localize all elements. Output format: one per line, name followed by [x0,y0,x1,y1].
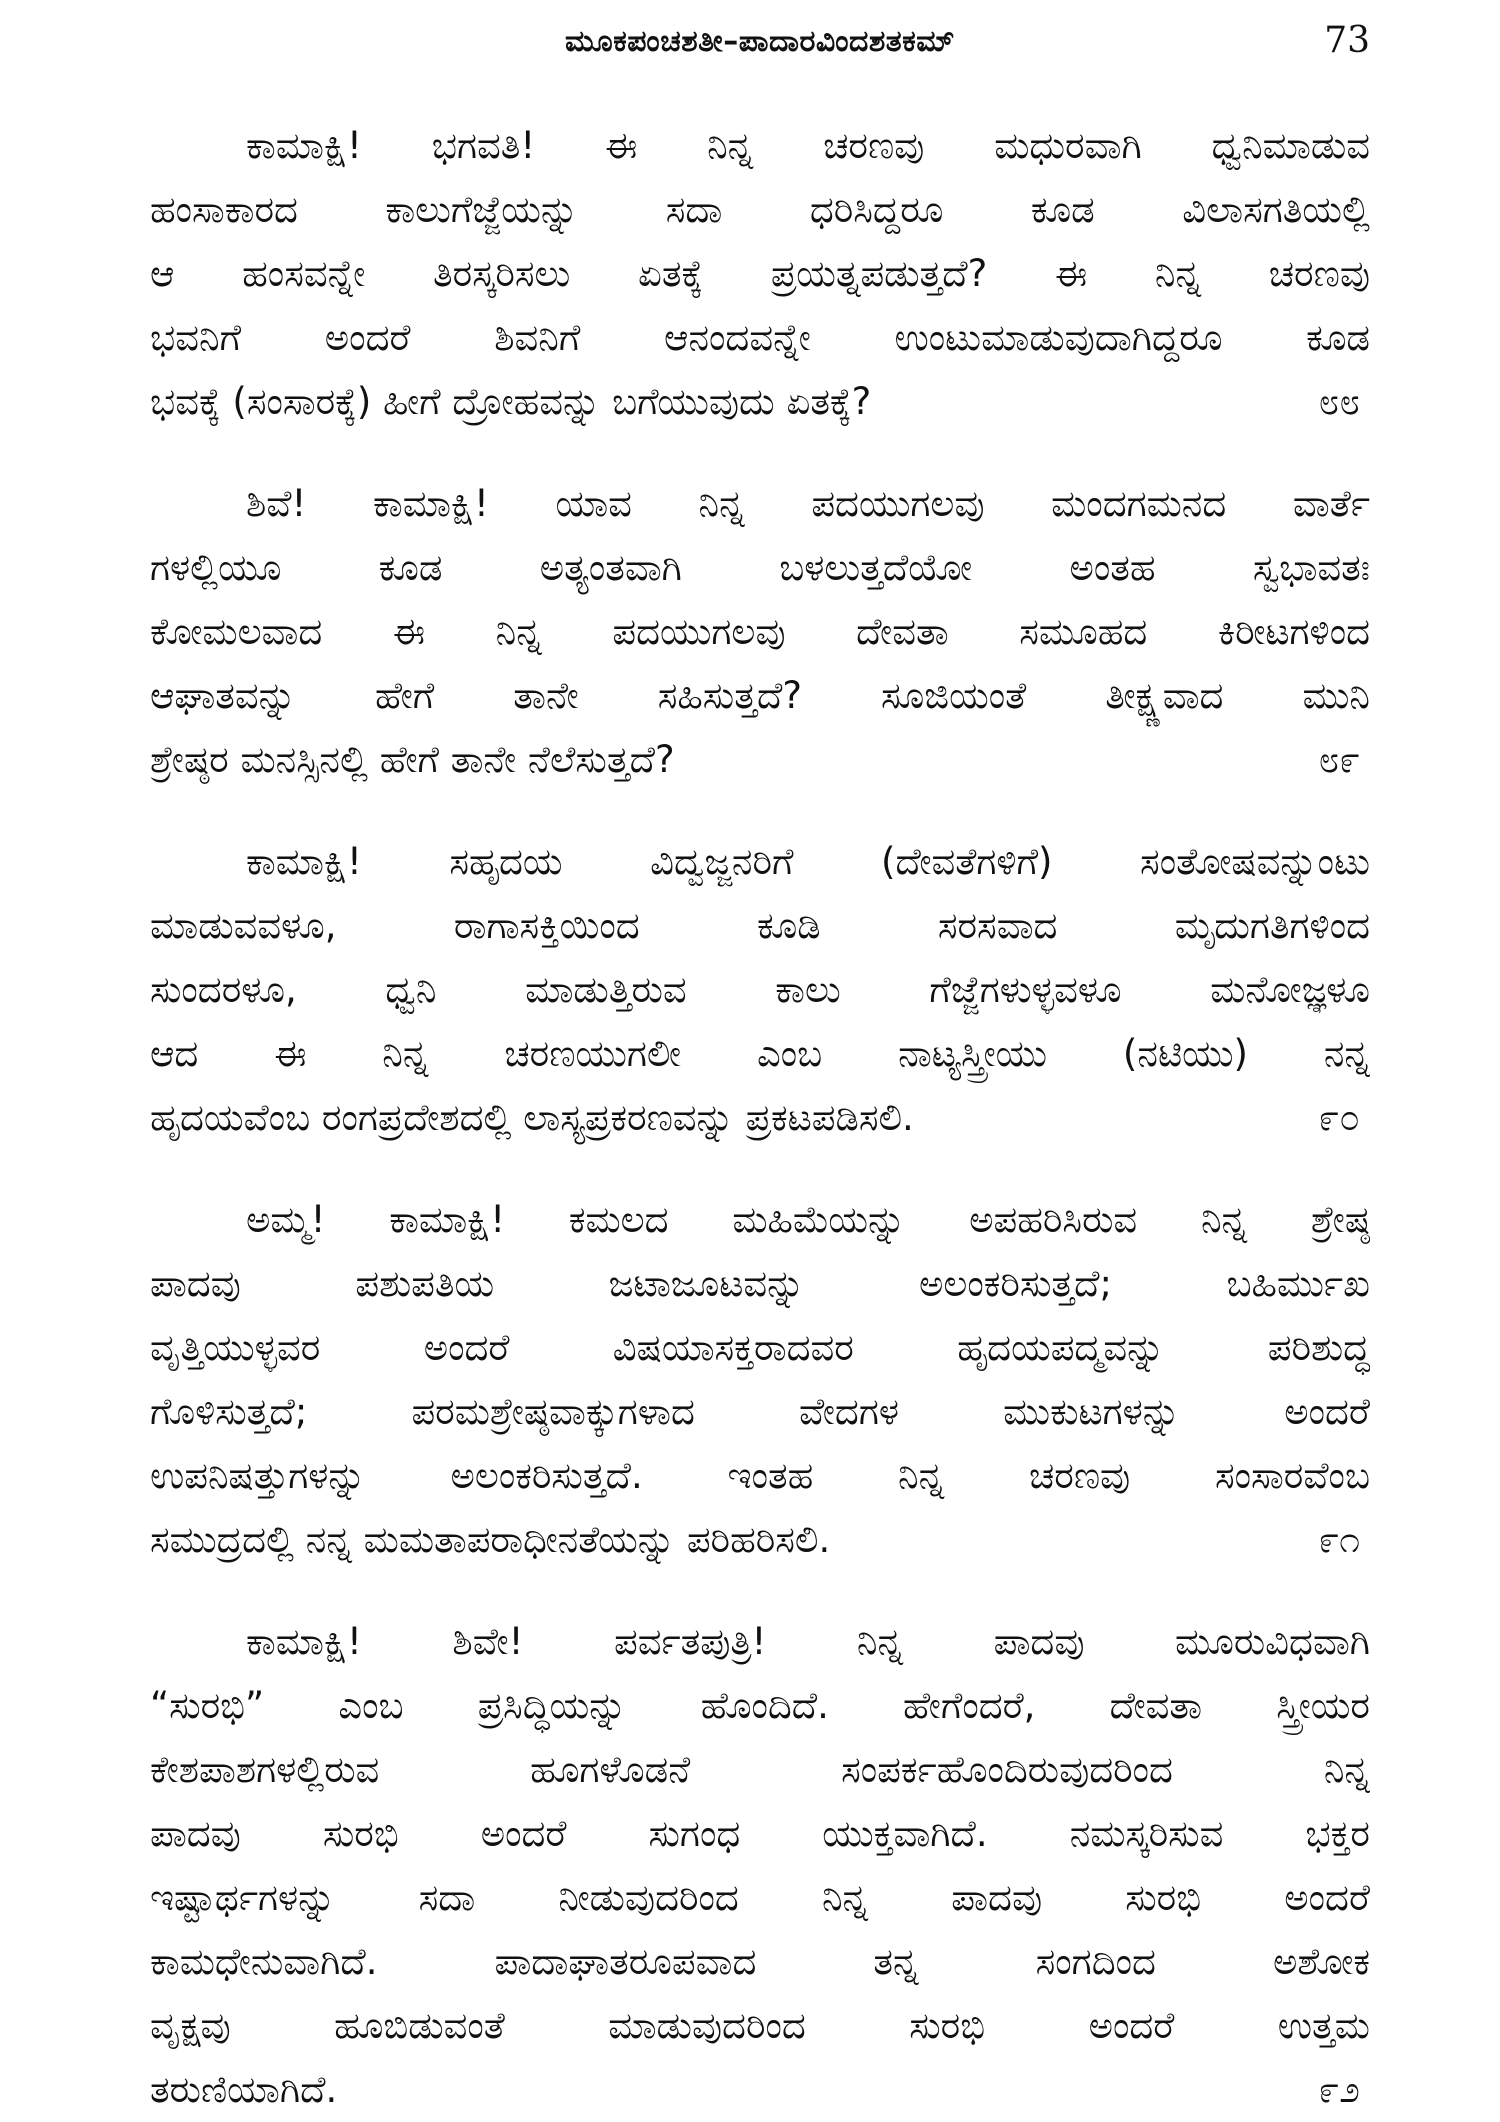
verse-last-line [150,2058,1370,2122]
verse-line: ಭವಕ್ಕೆ (ಸಂಸಾರಕ್ಕೆ) ಹೀಗೆ ದ್ರೋಹವನ್ನು ಬಗೆಯುವುದು ಏತಕ್ಕೆ? [150,380,872,423]
verse-line: ಉಪನಿಷತ್ತುಗಳನ್ನು ಅಲಂಕರಿಸುತ್ತದೆ. ಇಂತಹ ನಿನ್ನ ಚರಣವು ಸಂಸಾರವೆಂಬ [150,1454,1370,1497]
verse-89 [150,472,1370,792]
verse-line: ವೃಕ್ಷವು ಹೂಬಿಡುವಂತೆ ಮಾಡುವುದರಿಂದ ಸುರಭಿ ಅಂದರೆ ಉತ್ತಮ [150,2004,1370,2047]
verse-91 [150,1188,1370,1572]
verse-line: ಭವನಿಗೆ ಅಂದರೆ ಶಿವನಿಗೆ ಆನಂದವನ್ನೇ ಉಂಟುಮಾಡುವುದಾಗಿದ್ದರೂ ಕೂಡ [150,316,1370,359]
running-title: ಮೂಕಪಂಚಶತೀ–ಪಾದಾರವಿಂದಶತಕಮ್ [565,24,955,59]
verse-line: ಶ್ರೇಷ್ಠರ ಮನಸ್ಸಿನಲ್ಲಿ ಹೇಗೆ ತಾನೇ ನೆಲೆಸುತ್ತದೆ? [150,738,675,781]
verse-88 [150,114,1370,434]
verse-line: ಕೋಮಲವಾದ ಈ ನಿನ್ನ ಪದಯುಗಲವು ದೇವತಾ ಸಮೂಹದ ಕಿರೀಟಗಳಿಂದ [150,610,1370,653]
verse-line: ಕಾಮಾಕ್ಷಿ! ಶಿವೇ! ಪರ್ವತಪುತ್ರಿ! ನಿನ್ನ ಪಾದವು ಮೂರುವಿಧವಾಗಿ [246,1620,1370,1663]
verse-line: ಕಾಮಾಕ್ಷಿ! ಸಹೃದಯ ವಿದ್ವಜ್ಜನರಿಗೆ (ದೇವತೆಗಳಿಗೆ) ಸಂತೋಷವನ್ನುಂಟು [246,840,1370,883]
book-page [150,14,1370,2122]
verse-line: ಕೇಶಪಾಶಗಳಲ್ಲಿರುವ ಹೂಗಳೊಡನೆ ಸಂಪರ್ಕಹೊಂದಿರುವುದರಿಂದ ನಿನ್ನ [150,1748,1370,1791]
verse-line: ವೃತ್ತಿಯುಳ್ಳವರ ಅಂದರೆ ವಿಷಯಾಸಕ್ತರಾದವರ ಹೃದಯಪದ್ಮವನ್ನು ಪರಿಶುದ್ಧ [150,1326,1370,1369]
verse-number: ೯೨ [1318,2068,1360,2111]
verse-line: ಕಾಮಧೇನುವಾಗಿದೆ. ಪಾದಾಘಾತರೂಪವಾದ ತನ್ನ ಸಂಗದಿಂದ ಅಶೋಕ [150,1940,1370,1983]
verse-number: ೯೧ [1318,1518,1360,1561]
verse-line: ಸುಂದರಳೂ, ಧ್ವನಿ ಮಾಡುತ್ತಿರುವ ಕಾಲು ಗೆಜ್ಜೆಗಳುಳ್ಳವಳೂ ಮನೋಜ್ಞಳೂ [150,968,1370,1011]
verse-line: ಕಾಮಾಕ್ಷಿ! ಭಗವತಿ! ಈ ನಿನ್ನ ಚರಣವು ಮಧುರವಾಗಿ ಧ್ವನಿಮಾಡುವ [246,124,1370,167]
verse-last-line [150,370,1370,434]
verse-number: ೮೯ [1318,738,1360,781]
verse-line: ಗೊಳಿಸುತ್ತದೆ; ಪರಮಶ್ರೇಷ್ಠವಾಕ್ಕುಗಳಾದ ವೇದಗಳ ಮುಕುಟಗಳನ್ನು ಅಂದರೆ [150,1390,1370,1433]
verse-line: ಗಳಲ್ಲಿಯೂ ಕೂಡ ಅತ್ಯಂತವಾಗಿ ಬಳಲುತ್ತದೆಯೋ ಅಂತಹ ಸ್ವಭಾವತಃ [150,546,1370,589]
verse-line: ತರುಣಿಯಾಗಿದೆ. [150,2068,338,2111]
verse-line: ಶಿವೆ! ಕಾಮಾಕ್ಷಿ! ಯಾವ ನಿನ್ನ ಪದಯುಗಲವು ಮಂದಗಮನದ ವಾರ್ತೆ [246,482,1370,525]
verse-line: ಆ ಹಂಸವನ್ನೇ ತಿರಸ್ಕರಿಸಲು ಏತಕ್ಕೆ ಪ್ರಯತ್ನಪಡುತ್ತದೆ? ಈ ನಿನ್ನ ಚರಣವು [150,252,1370,295]
verse-line: ಆಘಾತವನ್ನು ಹೇಗೆ ತಾನೇ ಸಹಿಸುತ್ತದೆ? ಸೂಜಿಯಂತೆ ತೀಕ್ಷ್ಣವಾದ ಮುನಿ [150,674,1370,717]
verse-line: ಮಾಡುವವಳೂ, ರಾಗಾಸಕ್ತಿಯಿಂದ ಕೂಡಿ ಸರಸವಾದ ಮೃದುಗತಿಗಳಿಂದ [150,904,1370,947]
verse-number: ೯೦ [1318,1096,1360,1139]
page-header [150,14,1370,76]
verse-line: ಹಂಸಾಕಾರದ ಕಾಲುಗೆಜ್ಜೆಯನ್ನು ಸದಾ ಧರಿಸಿದ್ದರೂ ಕೂಡ ವಿಲಾಸಗತಿಯಲ್ಲಿ [150,188,1370,231]
page-number: 73 [1324,20,1370,61]
verse-last-line [150,1508,1370,1572]
verse-line: ಸಮುದ್ರದಲ್ಲಿ ನನ್ನ ಮಮತಾಪರಾಧೀನತೆಯನ್ನು ಪರಿಹರಿಸಲಿ. [150,1518,831,1561]
verse-90 [150,830,1370,1150]
verse-line: ಇಷ್ಟಾರ್ಥಗಳನ್ನು ಸದಾ ನೀಡುವುದರಿಂದ ನಿನ್ನ ಪಾದವು ಸುರಭಿ ಅಂದರೆ [150,1876,1370,1919]
verse-last-line [150,728,1370,792]
verse-line: “ಸುರಭಿ” ಎಂಬ ಪ್ರಸಿದ್ಧಿಯನ್ನು ಹೊಂದಿದೆ. ಹೇಗೆಂದರೆ, ದೇವತಾ ಸ್ತ್ರೀಯರ [150,1684,1370,1727]
verse-92 [150,1610,1370,2122]
verse-line: ಪಾದವು ಪಶುಪತಿಯ ಜಟಾಜೂಟವನ್ನು ಅಲಂಕರಿಸುತ್ತದೆ; ಬಹಿರ್ಮುಖ [150,1262,1370,1305]
verse-number: ೮೮ [1318,380,1360,423]
verse-last-line [150,1086,1370,1150]
verse-line: ಪಾದವು ಸುರಭಿ ಅಂದರೆ ಸುಗಂಧ ಯುಕ್ತವಾಗಿದೆ. ನಮಸ್ಕರಿಸುವ ಭಕ್ತರ [150,1812,1370,1855]
verse-line: ಅಮ್ಮ! ಕಾಮಾಕ್ಷಿ! ಕಮಲದ ಮಹಿಮೆಯನ್ನು ಅಪಹರಿಸಿರುವ ನಿನ್ನ ಶ್ರೇಷ್ಠ [246,1198,1370,1241]
verse-line: ಹೃದಯವೆಂಬ ರಂಗಪ್ರದೇಶದಲ್ಲಿ ಲಾಸ್ಯಪ್ರಕರಣವನ್ನು ಪ್ರಕಟಪಡಿಸಲಿ. [150,1096,914,1139]
verse-line: ಆದ ಈ ನಿನ್ನ ಚರಣಯುಗಲೀ ಎಂಬ ನಾಟ್ಯಸ್ತ್ರೀಯು (ನಟಿಯು) ನನ್ನ [150,1032,1370,1075]
